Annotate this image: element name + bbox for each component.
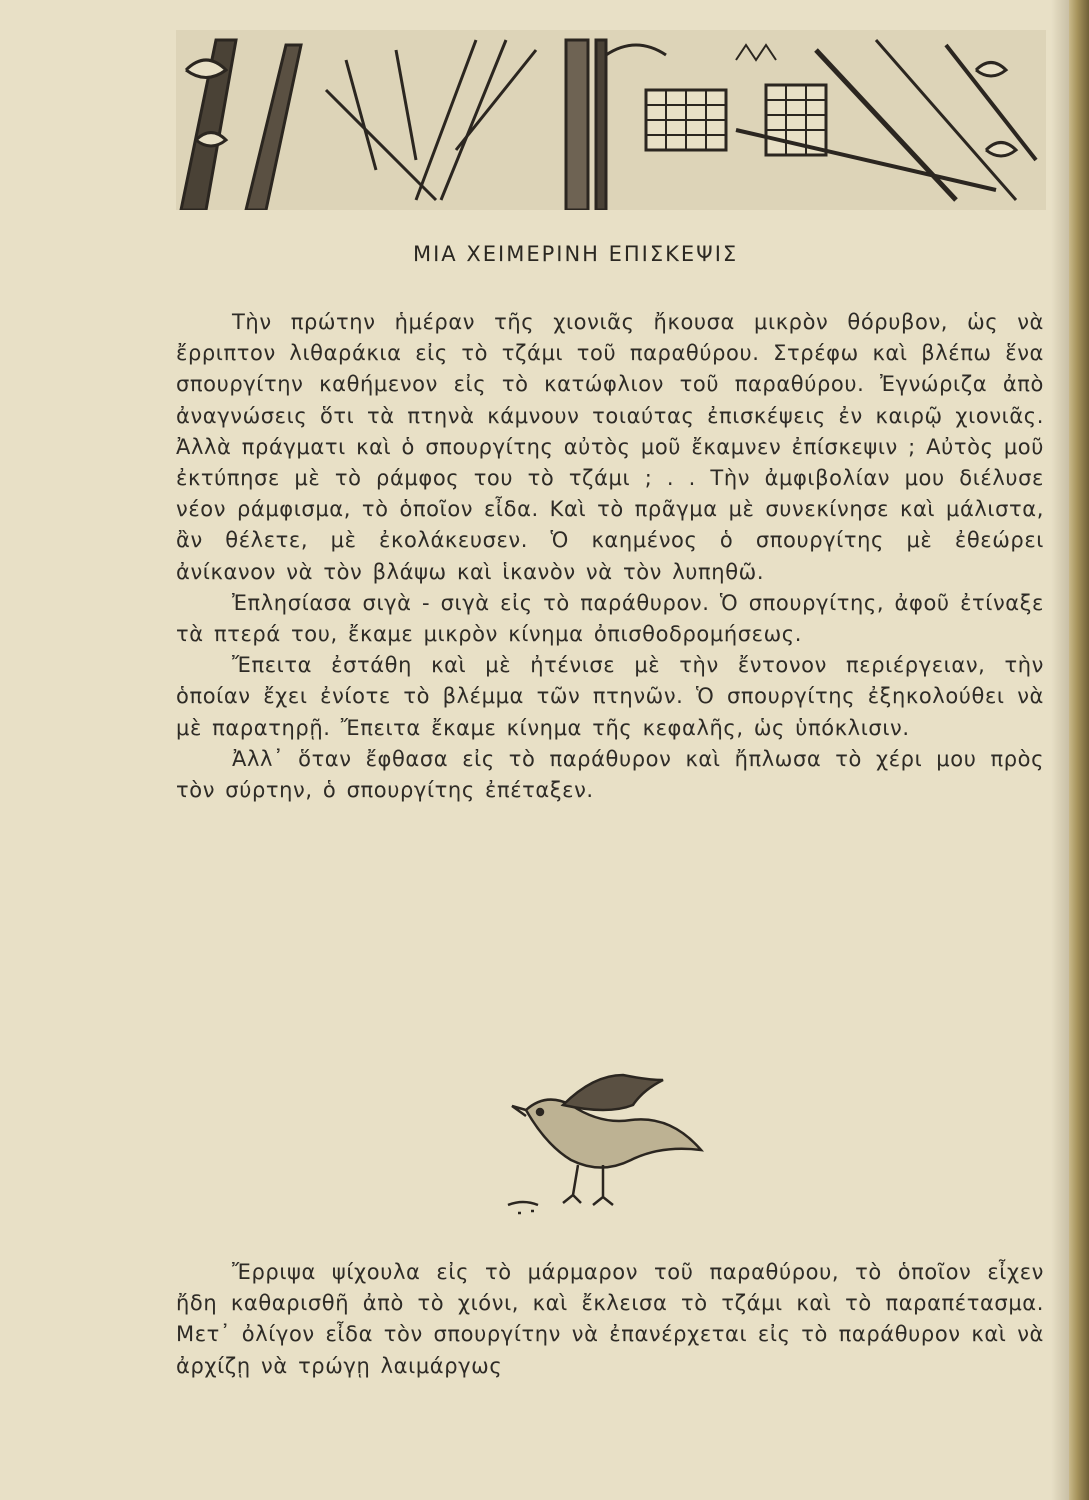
- paragraph-1: Τὴν πρώτην ἡμέραν τῆς χιονιᾶς ἤκουσα μικρὸν θόρυβον, ὡς νὰ ἔρριπτον λιθαράκια εἰς τὸ τζάμι τοῦ παραθύρου. Στρέφω καὶ βλέπω ἕνα σπουργίτην καθήμενον εἰς τὸ κατώφλιον τοῦ παραθύρου. Ἐγνώριζα ἀπὸ ἀναγνώσεις ὅτι τὰ πτηνὰ κάμνουν τοιαύτας ἐπισκέψεις ἐν καιρῷ χιονιᾶς. Ἀλλὰ πράγματι καὶ ὁ σπουργίτης αὐτὸς μοῦ ἔκαμνεν ἐπίσκεψιν ; Αὐτὸς μοῦ ἐκτύπησε μὲ τὸ ράμφος του τὸ τζάμι ; . . Τὴν ἀμφιβολίαν μου διέλυσε νέον ράμφισμα, τὸ ὁποῖον εἶδα. Καὶ τὸ πρᾶγμα μὲ συνεκίνησε καὶ μάλιστα, ἂν θέλετε, μὲ ἐκολάκευσεν. Ὁ καημένος ὁ σπουργίτης μὲ ἐθεώρει ἀνίκανον νὰ τὸν βλάψω καὶ ἱκανὸν νὰ τὸν λυπηθῶ.: [176, 310, 1044, 584]
- paragraph-2: Ἐπλησίασα σιγὰ - σιγὰ εἰς τὸ παράθυρον. Ὁ σπουργίτης, ἀφοῦ ἐτίναξε τὰ πτερά του, ἔκαμε μικρὸν κίνημα ὀπισθοδρομήσεως.: [176, 590, 1044, 647]
- paragraph-3: Ἔπειτα ἐστάθη καὶ μὲ ἠτένισε μὲ τὴν ἔντονον περιέργειαν, τὴν ὁποίαν ἔχει ἐνίοτε τὸ βλέμμα τῶν πτηνῶν. Ὁ σπουργίτης ἐξηκολούθει νὰ μὲ παρατηρῇ. Ἔπειτα ἔκαμε κίνημα τῆς κεφαλῆς, ὡς ὑπόκλισιν.: [176, 653, 1044, 740]
- closing-paragraph: Ἔρριψα ψίχουλα εἰς τὸ μάρμαρον τοῦ παραθύρου, τὸ ὁποῖον εἶχεν ἤδη καθαρισθῆ ἀπὸ τὸ χιόνι, καὶ ἔκλεισα τὸ τζάμι καὶ τὸ παραπέτασμα. Μετ᾽ ὀλίγον εἶδα τὸν σπουργίτην νὰ ἐπανέρχεται εἰς τὸ παράθυρον καὶ νὰ ἀρχίζῃ νὰ τρώγῃ λαιμάργως: [176, 1260, 1044, 1378]
- page-shadow: [1051, 0, 1069, 1500]
- paragraph-4: Ἀλλ᾽ ὅταν ἔφθασα εἰς τὸ παράθυρον καὶ ἤπλωσα τὸ χέρι μου πρὸς τὸν σύρτην, ὁ σπουργίτης ἐπέταξεν.: [176, 746, 1044, 803]
- page-title: ΜΙΑ ΧΕΙΜΕΡΙΝΗ ΕΠΙΣΚΕΨΙΣ: [413, 242, 739, 266]
- story-text: [176, 307, 1044, 806]
- page-edge: [1069, 0, 1089, 1500]
- closing-text: [176, 1257, 1044, 1382]
- winter-banner-illustration: [176, 30, 1046, 210]
- sparrow-illustration: [468, 1070, 728, 1230]
